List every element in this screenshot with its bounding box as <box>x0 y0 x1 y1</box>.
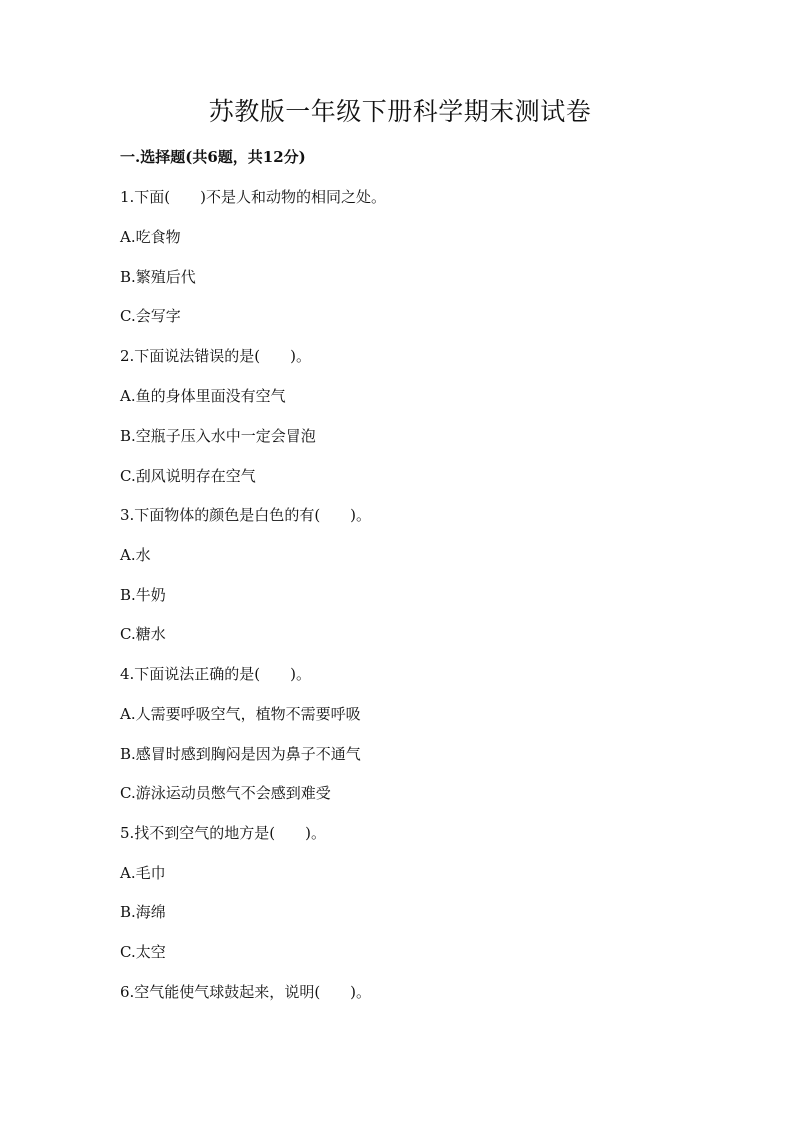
question-5-option-a: A.毛巾 <box>120 864 166 882</box>
question-1-stem: 1.下面( )不是人和动物的相同之处。 <box>120 188 387 206</box>
question-2-stem: 2.下面说法错误的是( )。 <box>120 347 312 365</box>
question-4-option-a: A.人需要呼吸空气，植物不需要呼吸 <box>120 705 361 723</box>
question-3-option-c: C.糖水 <box>120 625 166 643</box>
question-4-option-c: C.游泳运动员憋气不会感到难受 <box>120 784 331 802</box>
question-3-option-a: A.水 <box>120 546 151 564</box>
question-4-stem: 4.下面说法正确的是( )。 <box>120 665 312 683</box>
question-3-stem: 3.下面物体的颜色是白色的有( )。 <box>120 506 372 524</box>
question-5-option-b: B.海绵 <box>120 903 166 921</box>
question-2-option-b: B.空瓶子压入水中一定会冒泡 <box>120 427 316 445</box>
section-heading: 一.选择题(共6题，共12分) <box>120 148 306 166</box>
question-6-stem: 6.空气能使气球鼓起来，说明( )。 <box>120 983 372 1001</box>
question-3-option-b: B.牛奶 <box>120 586 166 604</box>
question-1-option-a: A.吃食物 <box>120 228 181 246</box>
question-2-option-c: C.刮风说明存在空气 <box>120 467 256 485</box>
question-5-option-c: C.太空 <box>120 943 166 961</box>
page-title: 苏教版一年级下册科学期末测试卷 <box>208 97 592 126</box>
question-5-stem: 5.找不到空气的地方是( )。 <box>120 824 327 842</box>
question-2-option-a: A.鱼的身体里面没有空气 <box>120 387 286 405</box>
question-4-option-b: B.感冒时感到胸闷是因为鼻子不通气 <box>120 745 361 763</box>
question-1-option-c: C.会写字 <box>120 307 181 325</box>
question-1-option-b: B.繁殖后代 <box>120 268 196 286</box>
